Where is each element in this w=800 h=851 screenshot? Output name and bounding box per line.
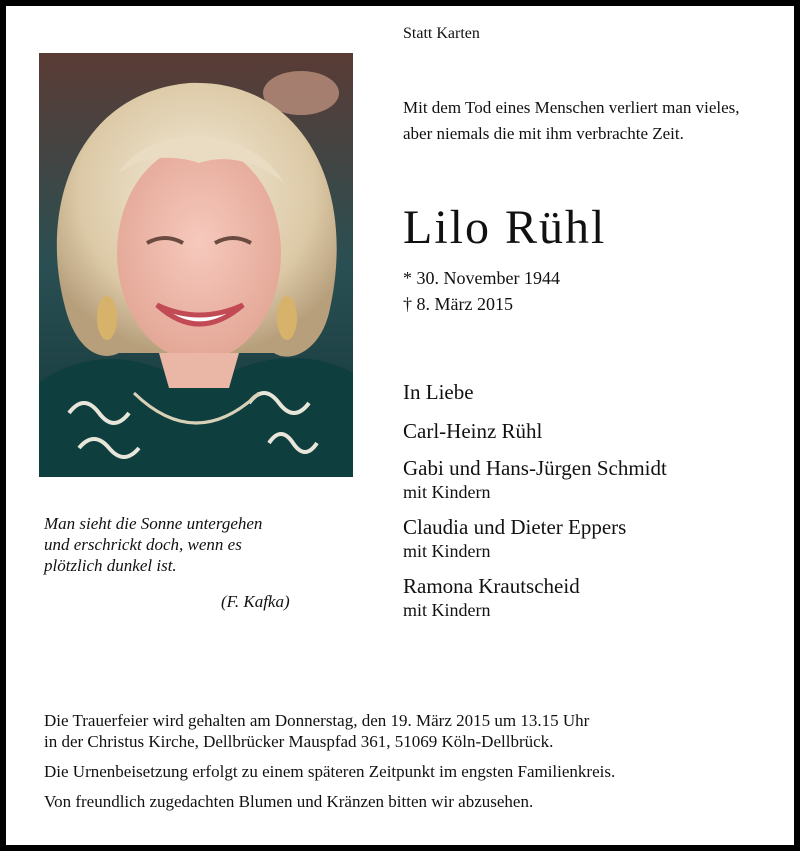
kafka-quote-line: und erschrickt doch, wenn es [44, 535, 242, 554]
kafka-quote-line: plötzlich dunkel ist. [44, 556, 177, 575]
mourner-name: Claudia und Dieter Eppers [403, 515, 627, 539]
burial-note: Die Urnenbeisetzung erfolgt zu einem späteren Zeitpunkt im engsten Familienkreis. [44, 762, 616, 781]
motto-quote [403, 95, 740, 147]
mourner-name: Carl-Heinz Rühl [403, 419, 543, 443]
mourner-name: Gabi und Hans-Jürgen Schmidt [403, 456, 667, 480]
kafka-quote-author: (F. Kafka) [221, 592, 290, 611]
mourner-name: Ramona Krautscheid [403, 574, 580, 598]
mourners-lead: In Liebe [403, 380, 474, 404]
mourner-sub: mit Kindern [403, 482, 491, 502]
mourner-entry [403, 419, 793, 444]
funeral-line: Die Trauerfeier wird gehalten am Donnerstag, den 19. März 2015 um 13.15 Uhr [44, 711, 590, 730]
portrait-photo [39, 53, 353, 477]
mourner-entry [403, 574, 793, 621]
mourner-entry [403, 456, 793, 503]
mourner-entry [403, 515, 793, 562]
motto-line: Mit dem Tod eines Menschen verliert man vieles, [403, 98, 740, 117]
death-date: † 8. März 2015 [403, 294, 513, 314]
funeral-details [44, 710, 784, 812]
mourners-list [403, 379, 793, 633]
kafka-quote-line: Man sieht die Sonne untergehen [44, 514, 263, 533]
mourner-sub: mit Kindern [403, 541, 491, 561]
mourner-sub: mit Kindern [403, 600, 491, 620]
motto-line: aber niemals die mit ihm verbrachte Zeit. [403, 124, 684, 143]
header-note: Statt Karten [403, 25, 480, 42]
kafka-quote [44, 513, 262, 576]
flowers-note: Von freundlich zugedachten Blumen und Kränzen bitten wir abzusehen. [44, 792, 534, 811]
life-dates [403, 265, 560, 317]
deceased-name: Lilo Rühl [403, 201, 607, 254]
funeral-line: in der Christus Kirche, Dellbrücker Mauspfad 361, 51069 Köln-Dellbrück. [44, 732, 554, 751]
birth-date: * 30. November 1944 [403, 268, 560, 288]
